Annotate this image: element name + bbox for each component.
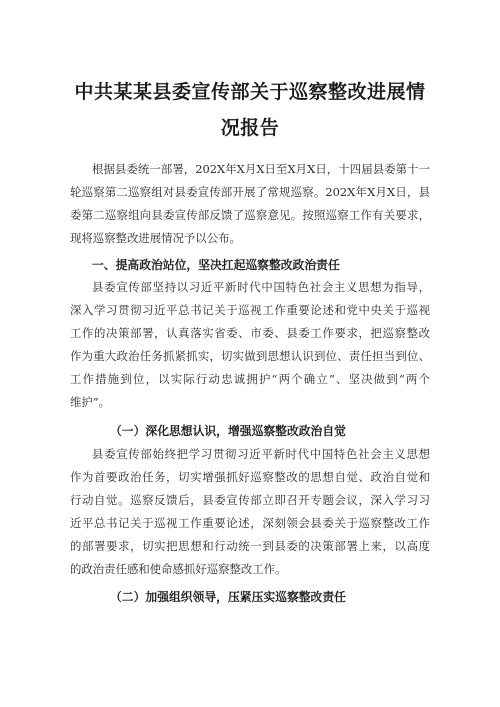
paragraph-line: 工作措施到位，以实际行动忠诚拥护“两个确立”、坚决做到“两个 xyxy=(70,372,430,386)
paragraph-line: 近平总书记关于巡视工作重要论述，深刻领会县委关于巡察整改工作 xyxy=(70,516,430,530)
paragraph-line: 现将巡察整改进展情况予以公布。 xyxy=(70,231,241,245)
paragraph-line: 县委宣传部始终把学习贯彻习近平新时代中国特色社会主义思想 xyxy=(92,447,430,461)
section-1-heading: 一、提高政治站位，坚决扛起巡察整改政治责任 xyxy=(92,258,340,272)
paragraph-line: 委第二巡察组向县委宣传部反馈了巡察意见。按照巡察工作有关要求， xyxy=(70,208,430,222)
paragraph-line: 作为首要政治任务，切实增强抓好巡察整改的思想自觉、政治自觉和 xyxy=(70,470,430,484)
paragraph-line: 轮巡察第二巡察组对县委宣传部开展了常规巡察。202X年X月X日，县 xyxy=(70,185,430,199)
document-title-line-1: 中共某某县委宣传部关于巡察整改进展情 xyxy=(74,81,426,103)
paragraph-line: 工作的决策部署，认真落实省委、市委、县委工作要求，把巡察整改 xyxy=(70,326,430,340)
subsection-1-heading: （一）深化思想认识，增强巡察整改政治自觉 xyxy=(110,424,346,438)
paragraph-line: 县委宣传部坚持以习近平新时代中国特色社会主义思想为指导， xyxy=(92,280,430,294)
paragraph-line: 的部署要求，切实把思想和行动统一到县委的决策部署上来，以高度 xyxy=(70,539,430,553)
document-title-line-2: 况报告 xyxy=(220,117,280,139)
subsection-2-heading: （二）加强组织领导，压紧压实巡察整改责任 xyxy=(110,590,346,604)
paragraph-line: 作为重大政治任务抓紧抓实，切实做到思想认识到位、责任担当到位、 xyxy=(70,349,430,363)
paragraph-line: 根据县委统一部署，202X年X月X日至X月X日，十四届县委第十一 xyxy=(92,162,430,176)
paragraph-line: 维护”。 xyxy=(70,395,110,409)
paragraph-line: 行动自觉。巡察反馈后，县委宣传部立即召开专题会议，深入学习习 xyxy=(70,493,430,507)
paragraph-line: 深入学习贯彻习近平总书记关于巡视工作重要论述和党中央关于巡视 xyxy=(70,303,430,317)
paragraph-line: 的政治责任感和使命感抓好巡察整改工作。 xyxy=(70,562,287,576)
